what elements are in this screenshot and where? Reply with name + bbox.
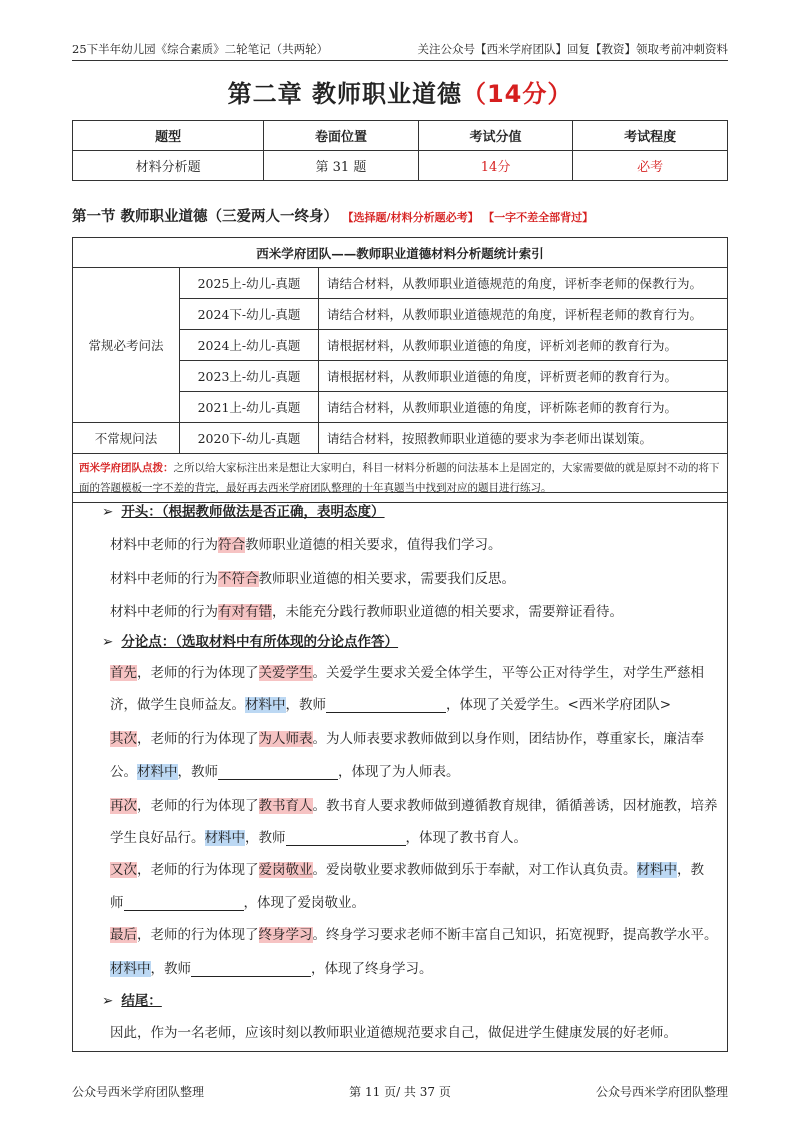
- text: 公。: [110, 764, 137, 780]
- opening-line-1: [110, 533, 502, 553]
- fill-blank[interactable]: [326, 698, 446, 713]
- exam-question: 请根据材料，从教师职业道德的角度，评析贾老师的教育行为。: [319, 361, 728, 392]
- text: 。爱岗敬业要求教师做到乐于奉献，对工作认真负责。: [312, 862, 637, 878]
- note-text: 之所以给大家标注出来是想让大家明白，科目一材料分析题的问法基本上是固定的，大家需要做的就是原封不动的将下面的答题模板一字不差的背完，最好再去西米学府团队整理的十年真题当中找到对应的题目进行练习。: [79, 462, 720, 494]
- header-right: 关注公众号【西米学府团队】回复【教资】领取考前冲刺资料: [417, 42, 728, 56]
- keyword-highlight: 关爱学生: [258, 665, 313, 681]
- ending-title: 结尾：: [121, 993, 162, 1009]
- fill-blank[interactable]: [191, 962, 311, 977]
- header-cell: 题型: [73, 121, 264, 151]
- text: ，老师的行为体现了: [137, 927, 259, 943]
- material-highlight: 材料中: [137, 764, 178, 780]
- sequence-word: 再次: [110, 798, 137, 814]
- exam-year: 2024上-幼儿-真题: [180, 330, 319, 361]
- text: 。教书育人要求教师做到遵循教育规律，循循善诱，因材施教，培养: [312, 798, 718, 814]
- arrow-icon: ➢: [102, 634, 114, 650]
- point-1-line-1: [110, 661, 704, 681]
- text: ，体现了爱岗敬业。: [243, 895, 365, 911]
- material-highlight: 材料中: [636, 862, 677, 878]
- chapter-title: [0, 74, 800, 109]
- text: 师: [110, 895, 124, 911]
- exam-question: 请根据材料，从教师职业道德的角度，评析刘老师的教育行为。: [319, 330, 728, 361]
- point-5-line-2: [110, 957, 433, 977]
- page-footer: [72, 1083, 728, 1100]
- text: 材料中老师的行为: [110, 571, 218, 587]
- ending-heading: [102, 989, 162, 1009]
- point-3-line-1: [110, 794, 718, 814]
- point-4-line-1: [110, 858, 704, 878]
- exam-question: 请结合材料，从教师职业道德规范的角度，评析程老师的教育行为。: [319, 299, 728, 330]
- point-1-line-2: [110, 693, 671, 713]
- fill-blank[interactable]: [218, 765, 338, 780]
- text: 。关爱学生要求关爱全体学生，平等公正对待学生，对学生严慈相: [312, 665, 704, 681]
- keyword-highlight: 不符合: [218, 571, 259, 587]
- text: ，老师的行为体现了: [137, 798, 259, 814]
- exam-info-header-row: [73, 121, 728, 151]
- keyword-highlight: 爱岗敬业: [258, 862, 313, 878]
- footer-left: 公众号西米学府团队整理: [72, 1085, 205, 1099]
- text: ，未能充分践行教师职业道德的相关要求，需要辩证看待。: [272, 604, 623, 620]
- category-irregular: 不常规问法: [73, 423, 180, 454]
- exam-question: 请结合材料，按照教师职业道德的要求为李老师出谋划策。: [319, 423, 728, 454]
- opening-line-2: [110, 567, 515, 587]
- points-heading: [102, 630, 398, 650]
- exam-year: 2021上-幼儿-真题: [180, 392, 319, 423]
- text: ，体现了终身学习。: [311, 961, 433, 977]
- exam-question: 请结合材料，从教师职业道德的角度，评析陈老师的教育行为。: [319, 392, 728, 423]
- stats-caption: 西米学府团队——教师职业道德材料分析题统计索引: [73, 238, 728, 268]
- header-left: 25下半年幼儿园《综合素质》二轮笔记（共两轮）: [72, 42, 329, 56]
- text: ，老师的行为体现了: [137, 731, 259, 747]
- exam-year: 2025上-幼儿-真题: [180, 268, 319, 299]
- text: ，体现了教书育人。: [405, 830, 527, 846]
- point-5-line-1: [110, 923, 718, 943]
- text: 。为人师表要求教师做到以身作则，团结协作，尊重家长，廉洁奉: [312, 731, 704, 747]
- point-3-line-2: [110, 826, 527, 846]
- stats-index-table: [72, 237, 728, 503]
- material-highlight: 材料中: [245, 697, 286, 713]
- text: ，体现了为人师表。: [338, 764, 460, 780]
- page-number: 第 11 页/ 共 37 页: [349, 1085, 451, 1099]
- text: ，教: [677, 862, 704, 878]
- section-title: 第一节 教师职业道德（三爱两人一终身）: [72, 209, 339, 225]
- table-row: [73, 423, 728, 454]
- text: ，体现了关爱学生。<西米学府团队>: [446, 697, 672, 713]
- question-type: 材料分析题: [73, 151, 264, 181]
- arrow-icon: ➢: [102, 504, 114, 520]
- footer-right: 公众号西米学府团队整理: [595, 1085, 728, 1099]
- sequence-word: 其次: [110, 731, 137, 747]
- keyword-highlight: 为人师表: [258, 731, 313, 747]
- exam-year: 2023上-幼儿-真题: [180, 361, 319, 392]
- points-title: 分论点：（选取材料中有所体现的分论点作答）: [121, 634, 399, 650]
- exam-year: 2020下-幼儿-真题: [180, 423, 319, 454]
- note-label: 西米学府团队点拨：: [79, 462, 174, 474]
- sequence-word: 又次: [110, 862, 137, 878]
- text: 教师职业道德的相关要求，值得我们学习。: [245, 537, 502, 553]
- question-score: 14分: [418, 151, 573, 181]
- header-cell: 卷面位置: [264, 121, 419, 151]
- ending-line: 因此，作为一名老师，应该时刻以教师职业道德规范要求自己，做促进学生健康发展的好老师。: [110, 1025, 677, 1041]
- opening-heading: [102, 500, 385, 520]
- keyword-highlight: 终身学习: [258, 927, 313, 943]
- text: ，教师: [150, 961, 191, 977]
- fill-blank[interactable]: [124, 896, 244, 911]
- header-cell: 考试程度: [573, 121, 728, 151]
- text: ，教师: [245, 830, 286, 846]
- text: ，老师的行为体现了: [137, 665, 259, 681]
- section-heading: [72, 205, 593, 226]
- sequence-word: 首先: [110, 665, 137, 681]
- text: 材料中老师的行为: [110, 537, 218, 553]
- point-4-line-2: [110, 891, 365, 911]
- text: ，老师的行为体现了: [137, 862, 259, 878]
- header-divider: [72, 60, 728, 61]
- keyword-highlight: 教书育人: [258, 798, 313, 814]
- text: 教师职业道德的相关要求，需要我们反思。: [258, 571, 515, 587]
- opening-line-3: [110, 600, 623, 620]
- text: 济，做学生良师益友。: [110, 697, 245, 713]
- text: 。终身学习要求老师不断丰富自己知识，拓宽视野，提高教学水平。: [312, 927, 718, 943]
- arrow-icon: ➢: [102, 993, 114, 1009]
- page-header: [72, 40, 728, 58]
- text: ，教师: [177, 764, 218, 780]
- chapter-title-text: 第二章 教师职业道德: [227, 80, 462, 108]
- point-2-line-1: [110, 727, 704, 747]
- text: 材料中老师的行为: [110, 604, 218, 620]
- table-row: [73, 268, 728, 299]
- chapter-score: （14分）: [461, 80, 573, 108]
- material-highlight: 材料中: [110, 961, 151, 977]
- section-tag-1: 【选择题/材料分析题必考】: [348, 211, 479, 224]
- section-tag-2: 【一字不差全部背过】: [488, 211, 594, 224]
- exam-frequency: 必考: [573, 151, 728, 181]
- sequence-word: 最后: [110, 927, 137, 943]
- question-position: 第 31 题: [264, 151, 419, 181]
- opening-title: 开头：（根据教师做法是否正确，表明态度）: [121, 504, 385, 520]
- text: 学生良好品行。: [110, 830, 205, 846]
- header-cell: 考试分值: [418, 121, 573, 151]
- keyword-highlight: 有对有错: [218, 604, 272, 620]
- exam-question: 请结合材料，从教师职业道德规范的角度，评析李老师的保教行为。: [319, 268, 728, 299]
- exam-info-row: [73, 151, 728, 181]
- exam-info-table: [72, 120, 728, 181]
- exam-year: 2024下-幼儿-真题: [180, 299, 319, 330]
- keyword-highlight: 符合: [218, 537, 245, 553]
- category-regular: 常规必考问法: [73, 268, 180, 423]
- material-highlight: 材料中: [204, 830, 245, 846]
- fill-blank[interactable]: [286, 831, 406, 846]
- text: ，教师: [285, 697, 326, 713]
- point-2-line-2: [110, 760, 460, 780]
